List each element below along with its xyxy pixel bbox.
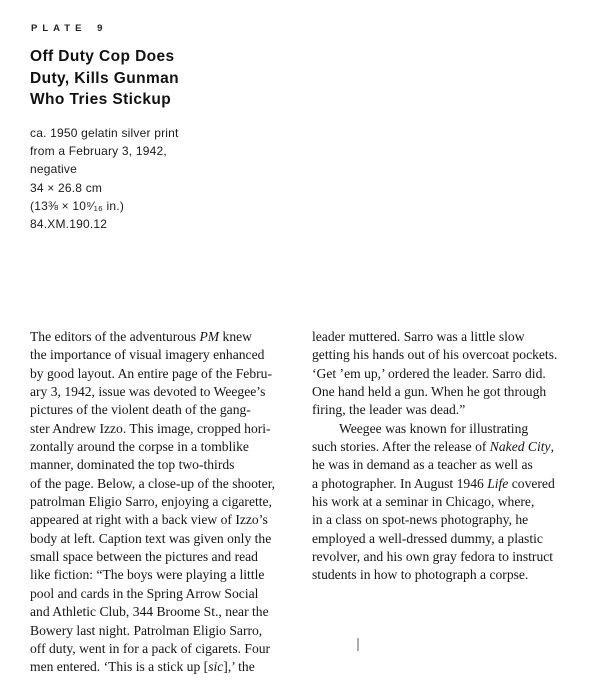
text-line: small space between the pictures and read: [30, 549, 258, 565]
text-line: 84.XM.190.12: [30, 217, 108, 232]
body-column-left: [30, 328, 298, 677]
text-line: (13⅜ × 10⁹⁄₁₆ in.): [30, 198, 125, 213]
text-line: Weegee was known for illustrating: [339, 420, 529, 436]
text-line: a photographer. In August 1946 Life covered: [312, 475, 555, 491]
text-line: employed a well-dressed dummy, a plastic: [312, 530, 543, 546]
text-line: and Athletic Club, 344 Broome St., near the: [30, 604, 269, 620]
artwork-metadata: [30, 124, 179, 233]
text-line: zontally around the corpse in a tomblike: [30, 439, 249, 455]
text-line: Bowery last night. Patrolman Eligio Sarro,: [30, 622, 263, 638]
text-line: ‘Get ’em up,’ ordered the leader. Sarro did.: [312, 365, 546, 381]
text-line: manner, dominated the top two-thirds: [30, 457, 235, 473]
text-line: ca. 1950 gelatin silver print: [30, 126, 179, 140]
text-line: his work at a seminar in Chicago, where,: [312, 494, 535, 510]
plate-label: PLATE 9: [31, 23, 108, 34]
text-line: in a class on spot-news photography, he: [312, 512, 529, 528]
text-line: The editors of the adventurous PM knew: [30, 329, 252, 344]
text-line: firing, the leader was dead.”: [312, 402, 466, 418]
text-line: negative: [30, 162, 77, 177]
text-line: leader muttered. Sarro was a little slow: [312, 329, 525, 344]
text-line: by good layout. An entire page of the Febru-: [30, 365, 272, 381]
text-line: One hand held a gun. When he got through: [312, 384, 547, 400]
text-line: like fiction: “The boys were playing a little: [30, 567, 265, 583]
text-line: students in how to photograph a corpse.: [312, 567, 529, 583]
text-line: off duty, went in for a pack of cigarets. Four: [30, 640, 271, 656]
text-line: patrolman Eligio Sarro, enjoying a cigarette,: [30, 494, 272, 510]
text-line: ary 3, 1942, issue was devoted to Weegee’s: [30, 384, 266, 400]
text-line: Who Tries Stickup: [30, 91, 172, 108]
body-column-right: [312, 328, 598, 585]
text-line: ster Andrew Izzo. This image, cropped hori-: [30, 420, 271, 436]
stray-scan-mark: [357, 638, 359, 651]
text-line: appeared at right with a back view of Izzo’s: [30, 512, 268, 528]
text-line: 34 × 26.8 cm: [30, 180, 103, 195]
text-line: revolver, and his own gray fedora to instruct: [312, 549, 554, 565]
text-line: the importance of visual imagery enhanced: [30, 347, 265, 363]
text-line: men entered. ‘This is a stick up [sic],’ the: [30, 659, 255, 675]
text-line: from a February 3, 1942,: [30, 144, 167, 159]
text-line: he was in demand as a teacher as well as: [312, 457, 533, 473]
text-line: such stories. After the release of Naked City,: [312, 439, 554, 455]
text-line: of the page. Below, a close-up of the shooter,: [30, 475, 276, 491]
plate-title: [30, 46, 179, 111]
text-line: pool and cards in the Spring Arrow Social: [30, 585, 259, 601]
text-line: pictures of the violent death of the gang-: [30, 402, 251, 418]
text-line: body at left. Caption text was given only the: [30, 530, 272, 546]
text-line: Duty, Kills Gunman: [30, 69, 180, 87]
text-line: Off Duty Cop Does: [30, 48, 175, 65]
text-line: getting his hands out of his overcoat pockets.: [312, 347, 558, 363]
